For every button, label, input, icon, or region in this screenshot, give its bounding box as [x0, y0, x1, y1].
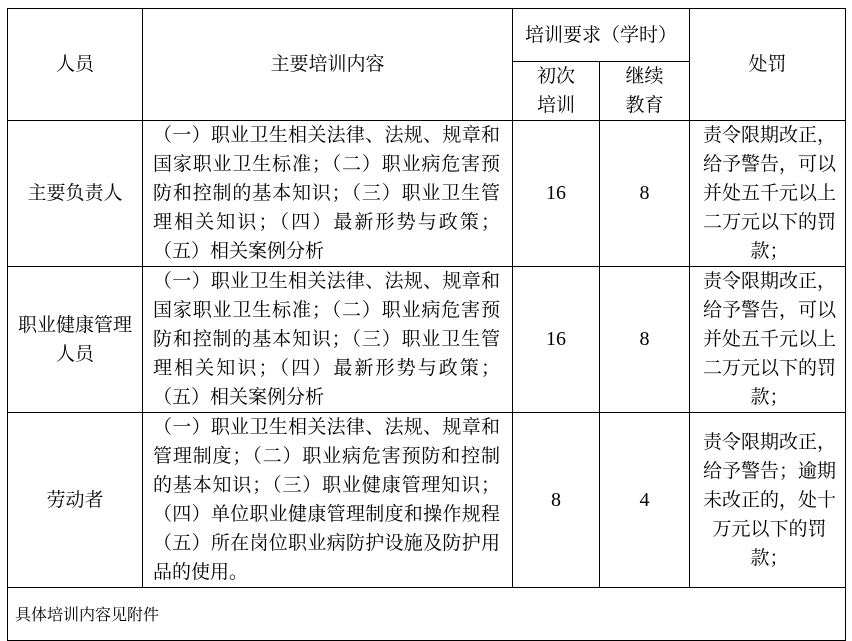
content-cell: （一）职业卫生相关法律、法规、规章和国家职业卫生标准；（二）职业病危害预防和控制的基本知识；（三）职业卫生管理相关知识；（四）最新形势与政策；（五）相关案例分析: [143, 121, 513, 267]
footer-note: 具体培训内容见附件: [8, 588, 846, 641]
header-penalty: 处罚: [690, 9, 846, 121]
header-continuing-education: 继续 教育: [600, 62, 690, 121]
content-cell: （一）职业卫生相关法律、法规、规章和国家职业卫生标准；（二）职业病危害预防和控制的基本知识；（三）职业卫生管理相关知识；（四）最新形势与政策；（五）相关案例分析: [143, 267, 513, 413]
initial-hours-cell: 16: [513, 267, 600, 413]
person-cell: 主要负责人: [8, 121, 143, 267]
content-cell: （一）职业卫生相关法律、法规、规章和管理制度；（二）职业病危害预防和控制的基本知识；（三）职业健康管理知识；（四）单位职业健康管理制度和操作规程（五）所在岗位职业病防护设施及防护用品的使用。: [143, 413, 513, 588]
initial-hours-cell: 16: [513, 121, 600, 267]
continuing-hours-cell: 4: [600, 413, 690, 588]
header-content: 主要培训内容: [143, 9, 513, 121]
table-row: [8, 413, 846, 588]
table-row: [8, 267, 846, 413]
training-requirements-table: [7, 8, 846, 641]
header-initial-training: 初次 培训: [513, 62, 600, 121]
penalty-cell: 责令限期改正，给予警告，可以并处五千元以上二万元以下的罚款；: [690, 267, 846, 413]
header-person: 人员: [8, 9, 143, 121]
footer-row: [8, 588, 846, 641]
header-row-1: [8, 9, 846, 62]
continuing-hours-cell: 8: [600, 121, 690, 267]
person-cell: 劳动者: [8, 413, 143, 588]
training-table-container: [7, 8, 845, 641]
initial-hours-cell: 8: [513, 413, 600, 588]
penalty-cell: 责令限期改正，给予警告；逾期未改正的，处十万元以下的罚款；: [690, 413, 846, 588]
continuing-hours-cell: 8: [600, 267, 690, 413]
penalty-cell: 责令限期改正，给予警告，可以并处五千元以上二万元以下的罚款；: [690, 121, 846, 267]
header-requirement: 培训要求（学时）: [513, 9, 690, 62]
person-cell: 职业健康管理人员: [8, 267, 143, 413]
table-row: [8, 121, 846, 267]
